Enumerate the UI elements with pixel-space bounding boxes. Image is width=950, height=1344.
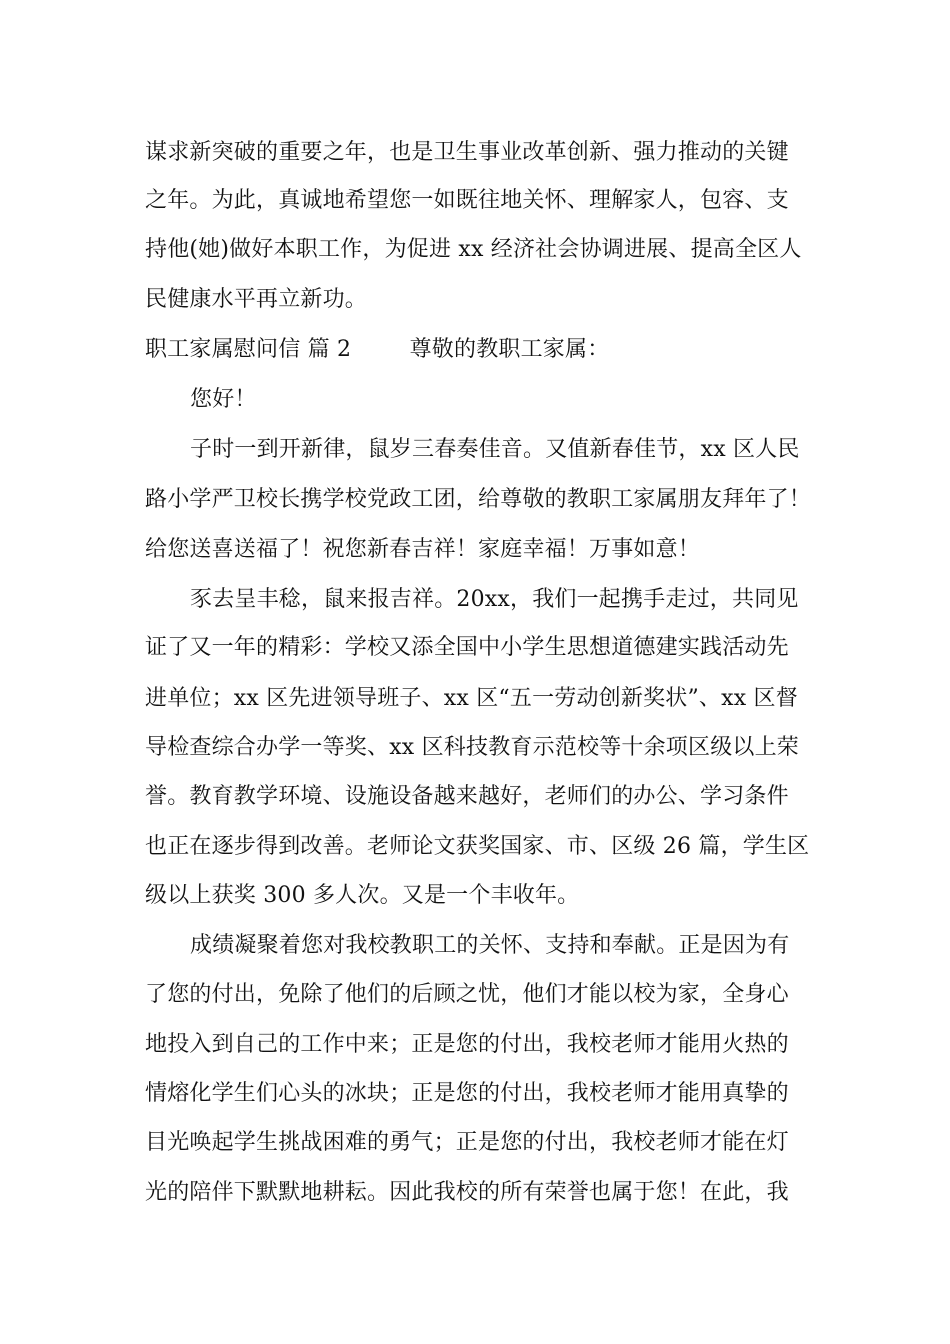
paragraph-line: 誉。教育教学环境、设施设备越来越好，老师们的办公、学习条件: [145, 784, 789, 809]
paragraph-line: 之年。为此，真诚地希望您一如既往地关怀、理解家人，包容、支: [145, 188, 789, 213]
paragraph-line: 目光唤起学生挑战困难的勇气；正是您的付出，我校老师才能在灯: [145, 1130, 789, 1155]
heading-title: 职工家属慰问信: [145, 337, 301, 362]
paragraph-line: 豕去呈丰稔，鼠来报吉祥。20xx，我们一起携手走过，共同见: [190, 587, 799, 612]
paragraph-line: 证了又一年的精彩：学校又添全国中小学生思想道德建实践活动先: [145, 635, 789, 660]
paragraph-line: 光的陪伴下默默地耕耘。因此我校的所有荣誉也属于您！在此，我: [145, 1180, 789, 1205]
paragraph-line: 了您的付出，免除了他们的后顾之忧，他们才能以校为家，全身心: [145, 982, 789, 1007]
paragraph-line: 级以上获奖 300 多人次。又是一个丰收年。: [145, 883, 580, 908]
paragraph-line: 进单位；xx 区先进领导班子、xx 区“五一劳动创新奖状”、xx 区督: [145, 686, 798, 711]
section-heading: [145, 335, 825, 365]
paragraph-line: 子时一到开新律，鼠岁三春奏佳音。又值新春佳节，xx 区人民: [190, 437, 800, 462]
paragraph-line: 也正在逐步得到改善。老师论文获奖国家、市、区级 26 篇，学生区: [145, 834, 810, 859]
paragraph-line: 地投入到自己的工作中来；正是您的付出，我校老师才能用火热的: [145, 1032, 789, 1057]
paragraph-line: 给您送喜送福了！祝您新春吉祥！家庭幸福！万事如意！: [145, 537, 701, 562]
paragraph-line: 成绩凝聚着您对我校教职工的关怀、支持和奉献。正是因为有: [190, 933, 790, 958]
heading-salutation: 尊敬的教职工家属：: [409, 337, 610, 362]
greeting-line: 您好！: [190, 387, 257, 412]
paragraph-line: 情熔化学生们心头的冰块；正是您的付出，我校老师才能用真挚的: [145, 1081, 789, 1106]
paragraph-line: 谋求新突破的重要之年，也是卫生事业改革创新、强力推动的关键: [145, 140, 789, 165]
paragraph-line: 导检查综合办学一等奖、xx 区科技教育示范校等十余项区级以上荣: [145, 735, 800, 760]
paragraph-line: 持他(她)做好本职工作，为促进 xx 经济社会协调进展、提高全区人: [145, 237, 802, 262]
paragraph-line: 路小学严卫校长携学校党政工团，给尊敬的教职工家属朋友拜年了！: [145, 487, 812, 512]
paragraph-line: 民健康水平再立新功。: [145, 287, 368, 312]
heading-number: 篇 2: [307, 337, 352, 362]
